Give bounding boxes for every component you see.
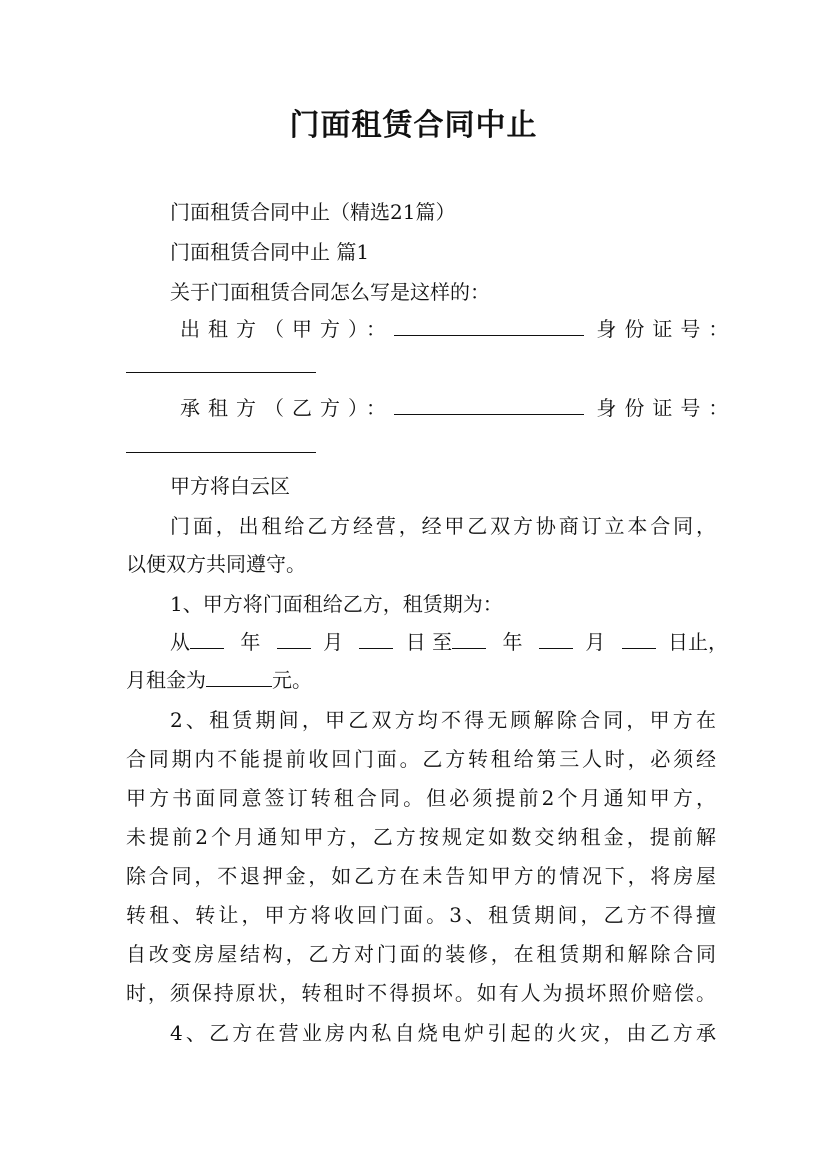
lessee-id-blank [126,432,316,453]
start-day-blank [359,628,393,649]
paragraph-line: 门面，出租给乙方经营，经甲乙双方协商订立本合同， [170,514,716,538]
paragraph-location: 甲方将白云区 [170,474,290,498]
end-year-blank [452,628,486,649]
monthly-rent-blank [206,666,272,687]
paragraph-line: 4、乙方在营业房内私自烧电炉引起的火灾，由乙方承 [170,1021,716,1045]
year-label: 年 [240,630,261,654]
lessor-id-line [126,352,716,380]
start-month-blank [277,628,311,649]
period-from-label: 从 [170,630,190,654]
paragraph-line: 合同期内不能提前收回门面。乙方转租给第三人时，必须经 [126,747,716,771]
month-label: 月 [585,630,606,654]
paragraph-line: 时，须保持原状，转租时不得损坏。如有人为损坏照价赔偿。 [126,981,716,1005]
lessor-line [180,315,737,343]
paragraph-line: 自改变房屋结构，乙方对门面的装修，在租赁期和解除合同 [126,942,716,966]
paragraph-line: 未提前2个月通知甲方，乙方按规定如数交纳租金，提前解 [126,825,716,849]
monthly-rent-label: 月租金为 [126,668,206,692]
paragraph-line: 2、租赁期间，甲乙双方均不得无顾解除合同，甲方在 [170,708,716,732]
paragraph-subtitle: 门面租赁合同中止（精选21篇） [170,200,456,224]
lessor-id-blank [126,352,316,373]
currency-unit: 元。 [272,668,312,692]
paragraph-line: 转租、转让，甲方将收回门面。3、租赁期间，乙方不得擅 [126,903,716,927]
end-month-blank [539,628,573,649]
paragraph-intro: 关于门面租赁合同怎么写是这样的： [170,280,490,304]
start-year-blank [190,628,224,649]
lessor-name-blank [394,315,584,336]
paragraph-line: 甲方书面同意签订转租合同。但必须提前2个月通知甲方， [126,786,716,810]
day-end-label: 日止， [667,630,728,654]
day-to-label: 日 至 [405,630,453,654]
lessor-label: 出租方（甲方）： [180,317,394,341]
paragraph-line: 除合同，不退押金，如乙方在未告知甲方的情况下，将房屋 [126,864,716,888]
clause-1-heading: 1、甲方将门面租给乙方，租赁期为： [170,592,503,616]
lease-period-line [170,628,728,656]
lessee-line [180,394,737,422]
lessee-name-blank [394,394,584,415]
document-title: 门面租赁合同中止 [289,108,538,143]
paragraph-line: 以便双方共同遵守。 [126,552,306,576]
lessee-id-line [126,432,716,460]
end-day-blank [622,628,656,649]
lessor-id-label: 身份证号： [596,317,737,341]
month-label: 月 [323,630,344,654]
year-label: 年 [502,630,523,654]
lessee-label: 承租方（乙方）： [180,396,394,420]
paragraph-section-heading: 门面租赁合同中止 篇1 [170,240,370,264]
monthly-rent-line [126,666,716,694]
lessee-id-label: 身份证号： [596,396,737,420]
